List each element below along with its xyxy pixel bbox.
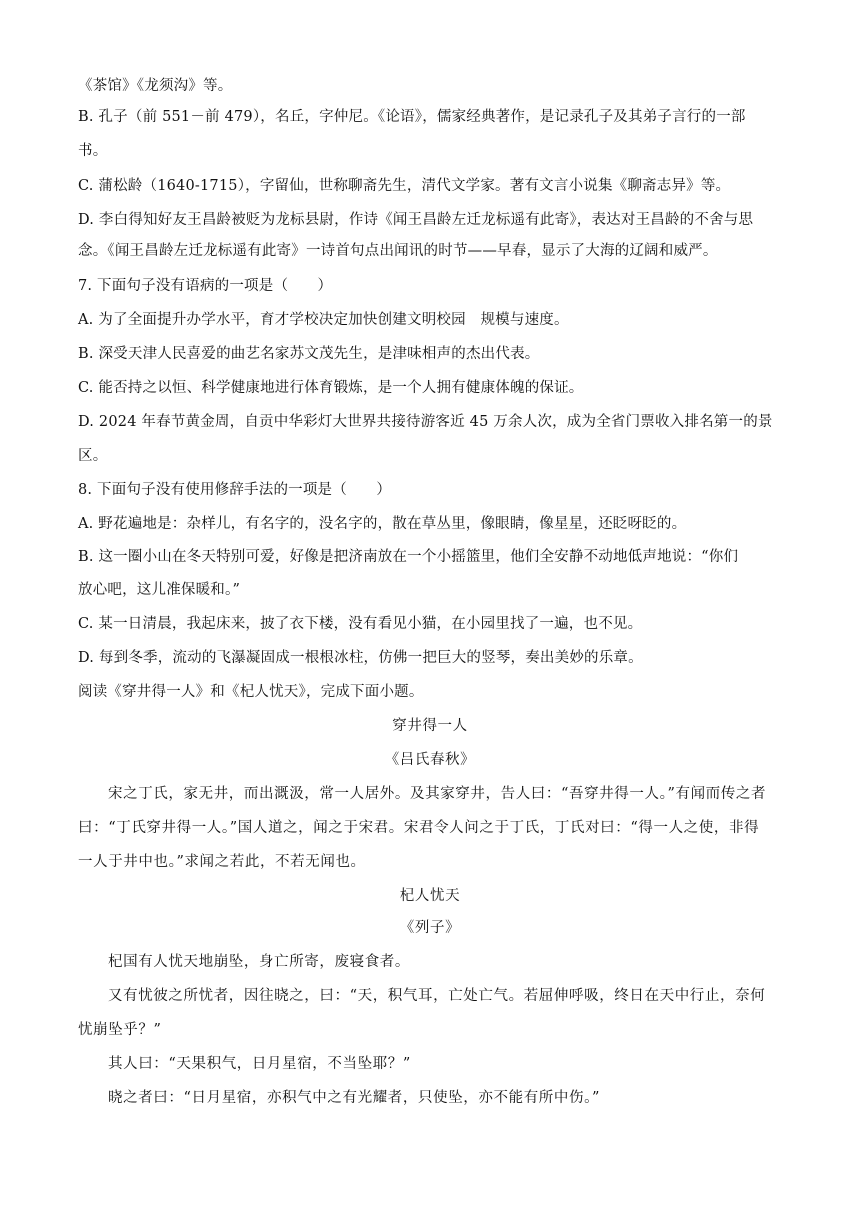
passage-line: 忧崩坠乎？” [78,1022,162,1038]
passage-source: 《列子》 [399,920,461,936]
option-d: D. 李白得知好友王昌龄被贬为龙标县尉，作诗《闻王昌龄左迁龙标遥有此寄》，表达对王昌龄的不舍与思 [78,212,754,228]
passage-line: 宋之丁氏，家无井，而出溉汲，常一人居外。及其家穿井，告人曰：“吾穿井得一人。”有闻而传之者 [108,786,767,802]
option-d: D. 每到冬季，流动的飞瀑凝固成一根根冰柱，仿佛一把巨大的竖琴，奏出美妙的乐章。 [78,650,643,666]
text-line: 《茶馆》《龙须沟》等。 [78,78,233,94]
option-d: D. 2024 年春节黄金周，自贡中华彩灯大世界共接待游客近 45 万余人次，成为全省门票收入排名第一的景 [78,414,773,430]
passage-line: 又有忧彼之所忧者，因往晓之，曰：“天，积气耳，亡处亡气。若屈伸呼吸，终日在天中行止，奈何 [108,988,766,1004]
text-line: 念。《闻王昌龄左迁龙标遥有此寄》一诗首句点出闻讯的时节——早春，显示了大海的辽阔和威严。 [78,243,718,259]
text-line: 放心吧，这儿准保暖和。” [78,582,241,598]
passage-line: 曰：“丁氏穿井得一人。”国人道之，闻之于宋君。宋君令人问之于丁氏，丁氏对曰：“得一人之使，非得 [78,820,760,836]
option-c: C. 能否持之以恒、科学健康地进行体育锻炼，是一个人拥有健康体魄的保证。 [78,380,584,396]
passage-line: 杞国有人忧天地崩坠，身亡所寄，废寝食者。 [108,954,410,970]
reading-instruction: 阅读《穿井得一人》和《杞人忧天》，完成下面小题。 [78,684,424,700]
option-b: B. 这一圈小山在冬天特别可爱，好像是把济南放在一个小摇篮里，他们全安静不动地低声地说：“你们 [78,549,739,565]
text-line: 书。 [78,143,108,159]
option-b: B. 孔子（前 551－前 479），名丘，字仲尼。《论语》，儒家经典著作，是记录孔子及其弟子言行的一部 [78,109,746,125]
passage-title: 杞人忧天 [399,888,461,904]
option-a: A. 野花遍地是：杂样儿，有名字的，没名字的，散在草丛里，像眼睛，像星星，还眨呀眨的。 [78,516,687,532]
option-c: C. 某一日清晨，我起床来，披了衣下楼，没有看见小猫，在小园里找了一遍，也不见。 [78,616,643,632]
passage-source: 《吕氏春秋》 [384,752,476,768]
passage-line: 其人曰：“天果积气，日月星宿，不当坠耶？” [108,1056,411,1072]
option-c: C. 蒲松龄（1640-1715），字留仙，世称聊斋先生，清代文学家。著有文言小说集《聊斋志异》等。 [78,178,731,194]
option-b: B. 深受天津人民喜爱的曲艺名家苏文茂先生，是津味相声的杰出代表。 [78,346,540,362]
passage-line: 一人于井中也。”求闻之若此，不若无闻也。 [78,854,366,870]
option-a: A. 为了全面提升办学水平，育才学校决定加快创建文明校园 规模与速度。 [78,312,569,328]
passage-line: 晓之者曰：“日月星宿，亦积气中之有光耀者，只使坠，亦不能有所中伤。” [108,1090,600,1106]
text-line: 区。 [78,448,108,464]
question-8: 8. 下面句子没有使用修辞手法的一项是（ ） [78,482,392,498]
passage-title: 穿井得一人 [392,718,468,734]
question-7: 7. 下面句子没有语病的一项是（ ） [78,278,333,294]
